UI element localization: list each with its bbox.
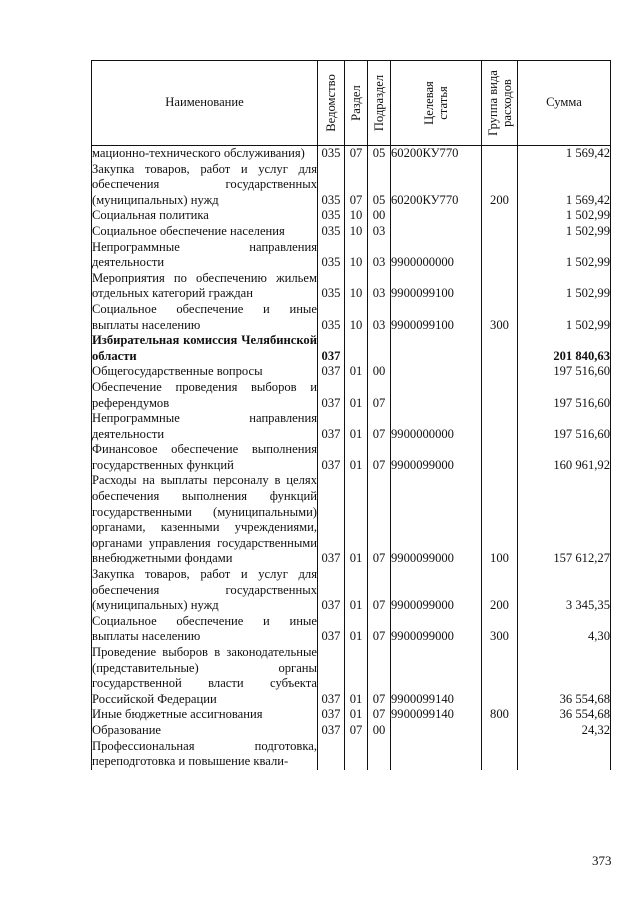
row-group: 100 [482, 473, 518, 567]
row-subsection: 03 [368, 271, 391, 302]
row-name: Социальное обеспечение и иные выплаты населению [92, 301, 317, 332]
row-group [482, 442, 518, 473]
row-name: Иные бюджетные ассигнования [92, 707, 318, 723]
row-dept: 035 [318, 208, 345, 224]
table-row [92, 364, 611, 380]
row-sum: 4,30 [518, 614, 611, 645]
row-target [391, 224, 482, 240]
row-group: 300 [482, 614, 518, 645]
table-row [92, 473, 611, 567]
row-sum [518, 739, 611, 770]
row-group: 800 [482, 707, 518, 723]
table-row [92, 146, 611, 162]
row-sum: 3 345,35 [518, 567, 611, 614]
budget-table [91, 60, 611, 770]
table-row [92, 442, 611, 473]
table-row [92, 224, 611, 240]
row-sum: 1 502,99 [518, 240, 611, 271]
row-dept: 037 [318, 707, 345, 723]
row-subsection: 07 [368, 380, 391, 411]
row-group [482, 224, 518, 240]
row-section: 10 [345, 208, 368, 224]
row-sum: 157 612,27 [518, 473, 611, 567]
row-dept: 037 [318, 614, 345, 645]
header-section [345, 61, 368, 146]
row-section: 01 [345, 707, 368, 723]
row-name: Мероприятия по обеспечению жильем отдельных категорий граждан [92, 270, 317, 301]
table-body [92, 146, 611, 770]
header-target-label [422, 81, 450, 125]
row-subsection: 07 [368, 473, 391, 567]
row-section: 01 [345, 411, 368, 442]
row-target: 9900099000 [391, 473, 482, 567]
row-name: Социальное обеспечение населения [92, 224, 318, 240]
row-section: 01 [345, 442, 368, 473]
row-target: 9900099100 [391, 302, 482, 333]
table-row [92, 380, 611, 411]
row-name: Закупка товаров, работ и услуг для обеспечения государственных (муниципальных) нужд [92, 567, 317, 613]
row-subsection: 05 [368, 146, 391, 162]
table-row [92, 411, 611, 442]
header-subsection-label: Подраздел [372, 74, 386, 132]
row-group: 300 [482, 302, 518, 333]
row-section: 01 [345, 380, 368, 411]
row-name: Расходы на выплаты персоналу в целях обеспечения выполнения функций государственными (муниципальными) органами, казенными учреждениями, органами управления государственными внебюджетными фондами [92, 473, 317, 566]
table-row [92, 240, 611, 271]
row-group: 200 [482, 567, 518, 614]
row-section: 10 [345, 240, 368, 271]
row-target: 9900099100 [391, 271, 482, 302]
row-sum: 197 516,60 [518, 380, 611, 411]
row-subsection: 03 [368, 302, 391, 333]
row-section: 01 [345, 614, 368, 645]
row-subsection: 07 [368, 707, 391, 723]
row-target [391, 333, 482, 364]
row-subsection: 07 [368, 442, 391, 473]
row-sum: 1 502,99 [518, 224, 611, 240]
header-target [391, 61, 482, 146]
row-dept: 037 [318, 380, 345, 411]
row-group [482, 723, 518, 739]
table-row [92, 567, 611, 614]
row-target [391, 723, 482, 739]
row-subsection: 03 [368, 240, 391, 271]
row-sum: 197 516,60 [518, 411, 611, 442]
row-subsection: 07 [368, 614, 391, 645]
row-target: 9900099000 [391, 567, 482, 614]
row-dept: 037 [318, 723, 345, 739]
page-number: 373 [592, 853, 612, 868]
header-name: Наименование [92, 61, 318, 146]
row-subsection: 07 [368, 411, 391, 442]
table-row [92, 208, 611, 224]
row-group [482, 411, 518, 442]
row-group [482, 271, 518, 302]
row-target: 9900000000 [391, 411, 482, 442]
table-header-row [92, 61, 611, 146]
row-sum: 1 569,42 [518, 162, 611, 209]
row-section [345, 333, 368, 364]
row-name: Непрограммные направления деятельности [92, 411, 317, 441]
row-target [391, 208, 482, 224]
table-row [92, 271, 611, 302]
header-group [482, 61, 518, 146]
row-section: 10 [345, 271, 368, 302]
row-subsection [368, 333, 391, 364]
row-target: 9900099140 [391, 645, 482, 707]
row-sum: 1 502,99 [518, 271, 611, 302]
row-dept: 037 [318, 364, 345, 380]
table-row [92, 707, 611, 723]
row-target [391, 364, 482, 380]
row-group [482, 146, 518, 162]
row-section: 07 [345, 162, 368, 209]
row-subsection: 03 [368, 224, 391, 240]
row-dept [318, 739, 345, 770]
row-name: Избирательная комиссия Челябинской области [92, 333, 317, 363]
row-group [482, 333, 518, 364]
header-group-label [486, 70, 514, 136]
row-name: Общегосударственные вопросы [92, 364, 318, 380]
header-subsection [368, 61, 391, 146]
table-row [92, 614, 611, 645]
header-target-line1: Целевая [422, 81, 436, 125]
row-dept: 037 [318, 442, 345, 473]
header-section-label: Раздел [349, 85, 363, 121]
header-dept [318, 61, 345, 146]
header-group-line2: расходов [499, 79, 514, 127]
header-dept-label: Ведомство [324, 74, 338, 132]
row-subsection: 07 [368, 567, 391, 614]
row-name: Обеспечение проведения выборов и референдумов [92, 379, 317, 410]
row-group: 200 [482, 162, 518, 209]
row-section: 10 [345, 224, 368, 240]
row-dept: 035 [318, 271, 345, 302]
row-section [345, 739, 368, 770]
row-subsection [368, 739, 391, 770]
row-target: 60200КУ770 [391, 162, 482, 209]
row-sum: 197 516,60 [518, 364, 611, 380]
row-target: 60200КУ770 [391, 146, 482, 162]
row-dept: 035 [318, 240, 345, 271]
row-sum: 1 502,99 [518, 302, 611, 333]
row-name: мационно-технического обслуживания) [92, 146, 318, 162]
row-subsection: 00 [368, 208, 391, 224]
row-name: Профессиональная подготовка, переподготовка и повышение квали- [92, 738, 317, 769]
row-target [391, 739, 482, 770]
row-sum: 1 502,99 [518, 208, 611, 224]
row-section: 01 [345, 473, 368, 567]
row-dept: 037 [318, 333, 345, 364]
row-group [482, 208, 518, 224]
row-section: 07 [345, 146, 368, 162]
row-name: Проведение выборов в законодательные (представительные) органы государственной власти субъекта Российской Федерации [92, 645, 317, 706]
row-section: 10 [345, 302, 368, 333]
row-sum: 160 961,92 [518, 442, 611, 473]
row-section: 01 [345, 364, 368, 380]
row-subsection: 07 [368, 645, 391, 707]
table-row [92, 333, 611, 364]
row-dept: 037 [318, 473, 345, 567]
table-row [92, 162, 611, 209]
table-row [92, 645, 611, 707]
row-name: Непрограммные направления деятельности [92, 239, 317, 270]
row-name: Финансовое обеспечение выполнения государственных функций [92, 442, 317, 472]
row-target: 9900099000 [391, 614, 482, 645]
row-group [482, 645, 518, 707]
row-dept: 037 [318, 645, 345, 707]
row-subsection: 00 [368, 364, 391, 380]
table-row [92, 302, 611, 333]
row-dept: 035 [318, 302, 345, 333]
row-target: 9900000000 [391, 240, 482, 271]
row-target [391, 380, 482, 411]
row-group [482, 364, 518, 380]
row-name: Закупка товаров, работ и услуг для обеспечения государственных (муниципальных) нужд [92, 161, 317, 207]
row-group [482, 380, 518, 411]
row-sum: 36 554,68 [518, 645, 611, 707]
table-row [92, 739, 611, 770]
row-dept: 035 [318, 146, 345, 162]
row-sum: 201 840,63 [518, 333, 611, 364]
table-row [92, 723, 611, 739]
row-name: Социальное обеспечение и иные выплаты населению [92, 613, 317, 644]
row-dept: 037 [318, 567, 345, 614]
row-sum: 24,32 [518, 723, 611, 739]
row-section: 01 [345, 645, 368, 707]
row-sum: 36 554,68 [518, 707, 611, 723]
row-group [482, 240, 518, 271]
row-target: 9900099140 [391, 707, 482, 723]
row-dept: 037 [318, 411, 345, 442]
row-subsection: 05 [368, 162, 391, 209]
row-dept: 035 [318, 162, 345, 209]
row-section: 01 [345, 567, 368, 614]
row-target: 9900099000 [391, 442, 482, 473]
row-section: 07 [345, 723, 368, 739]
row-name: Образование [92, 723, 318, 739]
row-subsection: 00 [368, 723, 391, 739]
row-name: Социальная политика [92, 208, 318, 224]
header-target-line2: статья [436, 86, 450, 120]
row-sum: 1 569,42 [518, 146, 611, 162]
header-group-line1: Группа вида [485, 70, 500, 136]
row-group [482, 739, 518, 770]
row-dept: 035 [318, 224, 345, 240]
header-sum: Сумма [518, 61, 611, 146]
